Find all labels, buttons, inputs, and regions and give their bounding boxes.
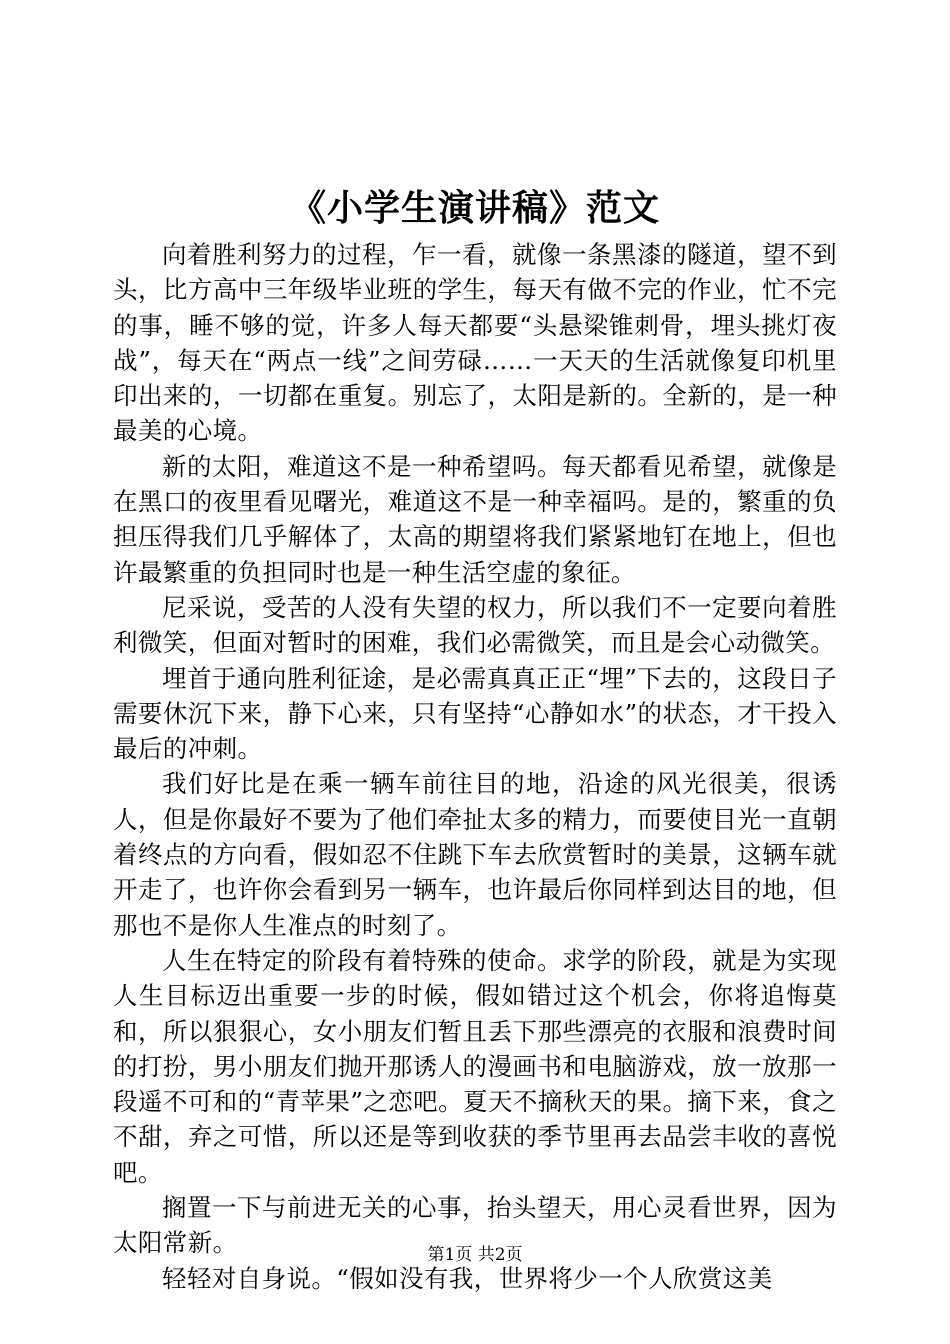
paragraph: 我们好比是在乘一辆车前往目的地，沿途的风光很美，很诱人，但是你最好不要为了他们牵扯太多的精力，而要使目光一直朝着终点的方向看，假如忍不住跳下车去欣赏暂时的美景，这辆车就开走了，也许你会看到另一辆车，也许最后你同样到达目的地，但那也不是你人生准点的时刻了。 [113, 769, 837, 940]
paragraph: 埋首于通向胜利征途，是必需真真正正“埋”下去的，这段日子需要休沉下来，静下心来，只有坚持“心静如水”的状态，才干投入最后的冲刺。 [113, 663, 837, 764]
paragraph: 轻轻对自身说。“假如没有我，世界将少一个人欣赏这美 [162, 1263, 773, 1293]
paragraph: 搁置一下与前进无关的心事，抬头望天，用心灵看世界，因为太阳常新。 [113, 1193, 837, 1258]
document-title: 《小学生演讲稿》范文 [289, 187, 660, 229]
paragraph: 向着胜利努力的过程，乍一看，就像一条黑漆的隧道，望不到头，比方高中三年级毕业班的学生，每天有做不完的作业，忙不完的事，睡不够的觉，许多人每天都要“头悬梁锥刺骨，埋头挑灯夜战”，每天在“两点一线”之间劳碌……一天天的生活就像复印机里印出来的，一切都在重复。别忘了，太阳是新的。全新的，是一种最美的心境。 [113, 240, 837, 446]
page-footer: 第1页 共2页 [427, 1245, 523, 1265]
document-body [113, 237, 837, 1296]
paragraph: 尼采说，受苦的人没有失望的权力，所以我们不一定要向着胜利微笑，但面对暂时的困难，我们必需微笑，而且是会心动微笑。 [113, 592, 837, 658]
paragraph: 人生在特定的阶段有着特殊的使命。求学的阶段，就是为实现人生目标迈出重要一步的时候，假如错过这个机会，你将追悔莫和，所以狠狠心，女小朋友们暂且丢下那些漂亮的衣服和浪费时间的打扮，男小朋友们抛开那诱人的漫画书和电脑游戏，放一放那一段遥不可和的“青苹果”之恋吧。夏天不摘秋天的果。摘下来，食之不甜，弃之可惜，所以还是等到收获的季节里再去品尝丰收的喜悦吧。 [113, 945, 837, 1187]
paragraph: 新的太阳，难道这不是一种希望吗。每天都看见希望，就像是在黑口的夜里看见曙光，难道这不是一种幸福吗。是的，繁重的负担压得我们几乎解体了，太高的期望将我们紧紧地钉在地上，但也许最繁重的负担同时也是一种生活空虚的象征。 [113, 451, 837, 587]
